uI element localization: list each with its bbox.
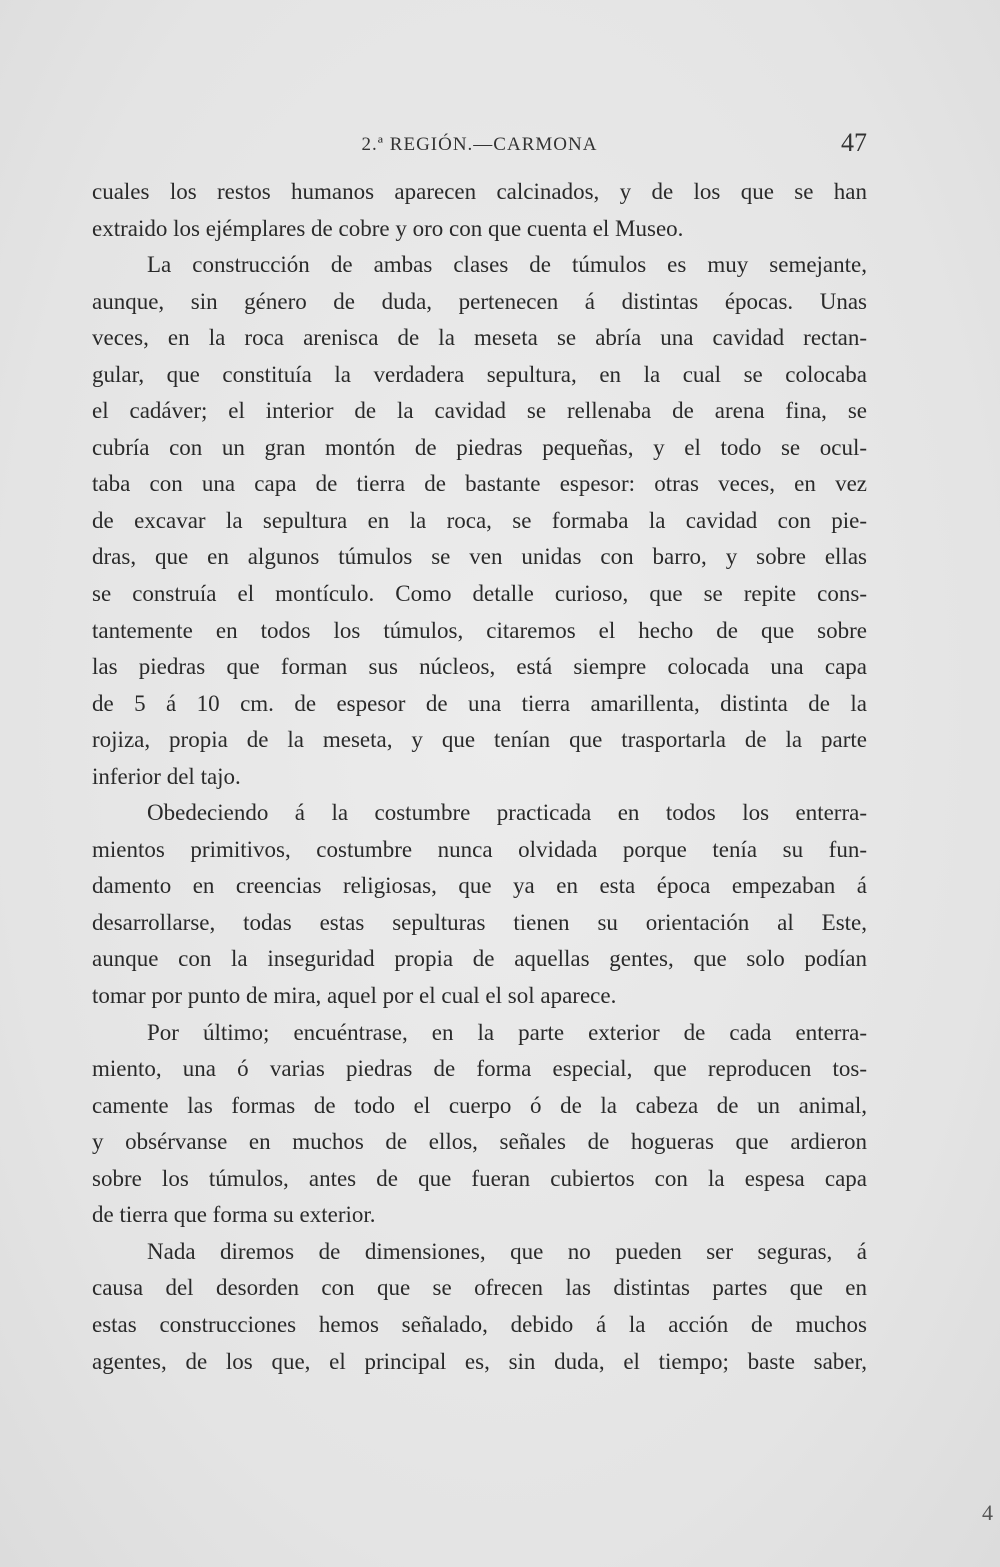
text-line: mientos primitivos, costumbre nunca olvidada porque tenía su fun- bbox=[92, 836, 867, 862]
text-line: de excavar la sepultura en la roca, se formaba la cavidad con pie- bbox=[92, 507, 867, 533]
text-line: estas construcciones hemos señalado, debido á la acción de muchos bbox=[92, 1311, 867, 1337]
paragraph-first-line: Nada diremos de dimensiones, que no pueden ser seguras, á bbox=[147, 1238, 867, 1264]
text-line: agentes, de los que, el principal es, sin duda, el tiempo; baste saber, bbox=[92, 1348, 867, 1374]
text-line: miento, una ó varias piedras de forma especial, que reproducen tos- bbox=[92, 1056, 867, 1082]
text-line: rojiza, propia de la meseta, y que tenían que trasportarla de la parte bbox=[92, 727, 867, 753]
text-line: damento en creencias religiosas, que ya en esta época empezaban á bbox=[92, 873, 867, 899]
text-line: y obsérvanse en muchos de ellos, señales de hogueras que ardieron bbox=[92, 1129, 867, 1155]
body-text bbox=[92, 174, 867, 1380]
margin-mark: 4 bbox=[982, 1500, 993, 1525]
text-line: dras, que en algunos túmulos se ven unidas con barro, y sobre ellas bbox=[92, 544, 867, 570]
text-line: tantemente en todos los túmulos, citaremos el hecho de que sobre bbox=[92, 617, 867, 643]
text-line: tomar por punto de mira, aquel por el cual el sol aparece. bbox=[92, 983, 617, 1009]
text-line: de tierra que forma su exterior. bbox=[92, 1202, 376, 1228]
text-line: las piedras que forman sus núcleos, está siempre colocada una capa bbox=[92, 654, 867, 680]
paragraph-first-line: La construcción de ambas clases de túmulos es muy semejante, bbox=[147, 252, 867, 278]
text-line: de 5 á 10 cm. de espesor de una tierra amarillenta, distinta de la bbox=[92, 690, 867, 716]
text-line: se construía el montículo. Como detalle curioso, que se repite cons- bbox=[92, 581, 867, 607]
paragraph-first-line: Obedeciendo á la costumbre practicada en todos los enterra- bbox=[147, 800, 867, 826]
page-number: 47 bbox=[841, 128, 867, 157]
text-line: cubría con un gran montón de piedras pequeñas, y el todo se ocul- bbox=[92, 434, 867, 460]
text-line: gular, que constituía la verdadera sepultura, en la cual se colocaba bbox=[92, 361, 867, 387]
text-line: aunque, sin género de duda, pertenecen á distintas épocas. Unas bbox=[92, 288, 867, 314]
text-line: causa del desorden con que se ofrecen las distintas partes que en bbox=[92, 1275, 867, 1301]
text-line: taba con una capa de tierra de bastante espesor: otras veces, en vez bbox=[92, 471, 867, 497]
text-line: camente las formas de todo el cuerpo ó de la cabeza de un animal, bbox=[92, 1092, 867, 1118]
text-line: desarrollarse, todas estas sepulturas tienen su orientación al Este, bbox=[92, 909, 867, 935]
text-line: extraido los ejémplares de cobre y oro con que cuenta el Museo. bbox=[92, 215, 684, 241]
running-head bbox=[92, 128, 867, 164]
text-line: inferior del tajo. bbox=[92, 763, 241, 789]
text-line: veces, en la roca arenisca de la meseta se abría una cavidad rectan- bbox=[92, 325, 867, 351]
text-line: sobre los túmulos, antes de que fueran cubiertos con la espesa capa bbox=[92, 1165, 867, 1191]
paragraph-first-line: Por último; encuéntrase, en la parte exterior de cada enterra- bbox=[147, 1019, 867, 1045]
running-title: 2.ª REGIÓN.—CARMONA bbox=[361, 134, 598, 155]
text-line: aunque con la inseguridad propia de aquellas gentes, que solo podían bbox=[92, 946, 867, 972]
text-line: el cadáver; el interior de la cavidad se rellenaba de arena fina, se bbox=[92, 398, 867, 424]
text-line: cuales los restos humanos aparecen calcinados, y de los que se han bbox=[92, 179, 867, 204]
